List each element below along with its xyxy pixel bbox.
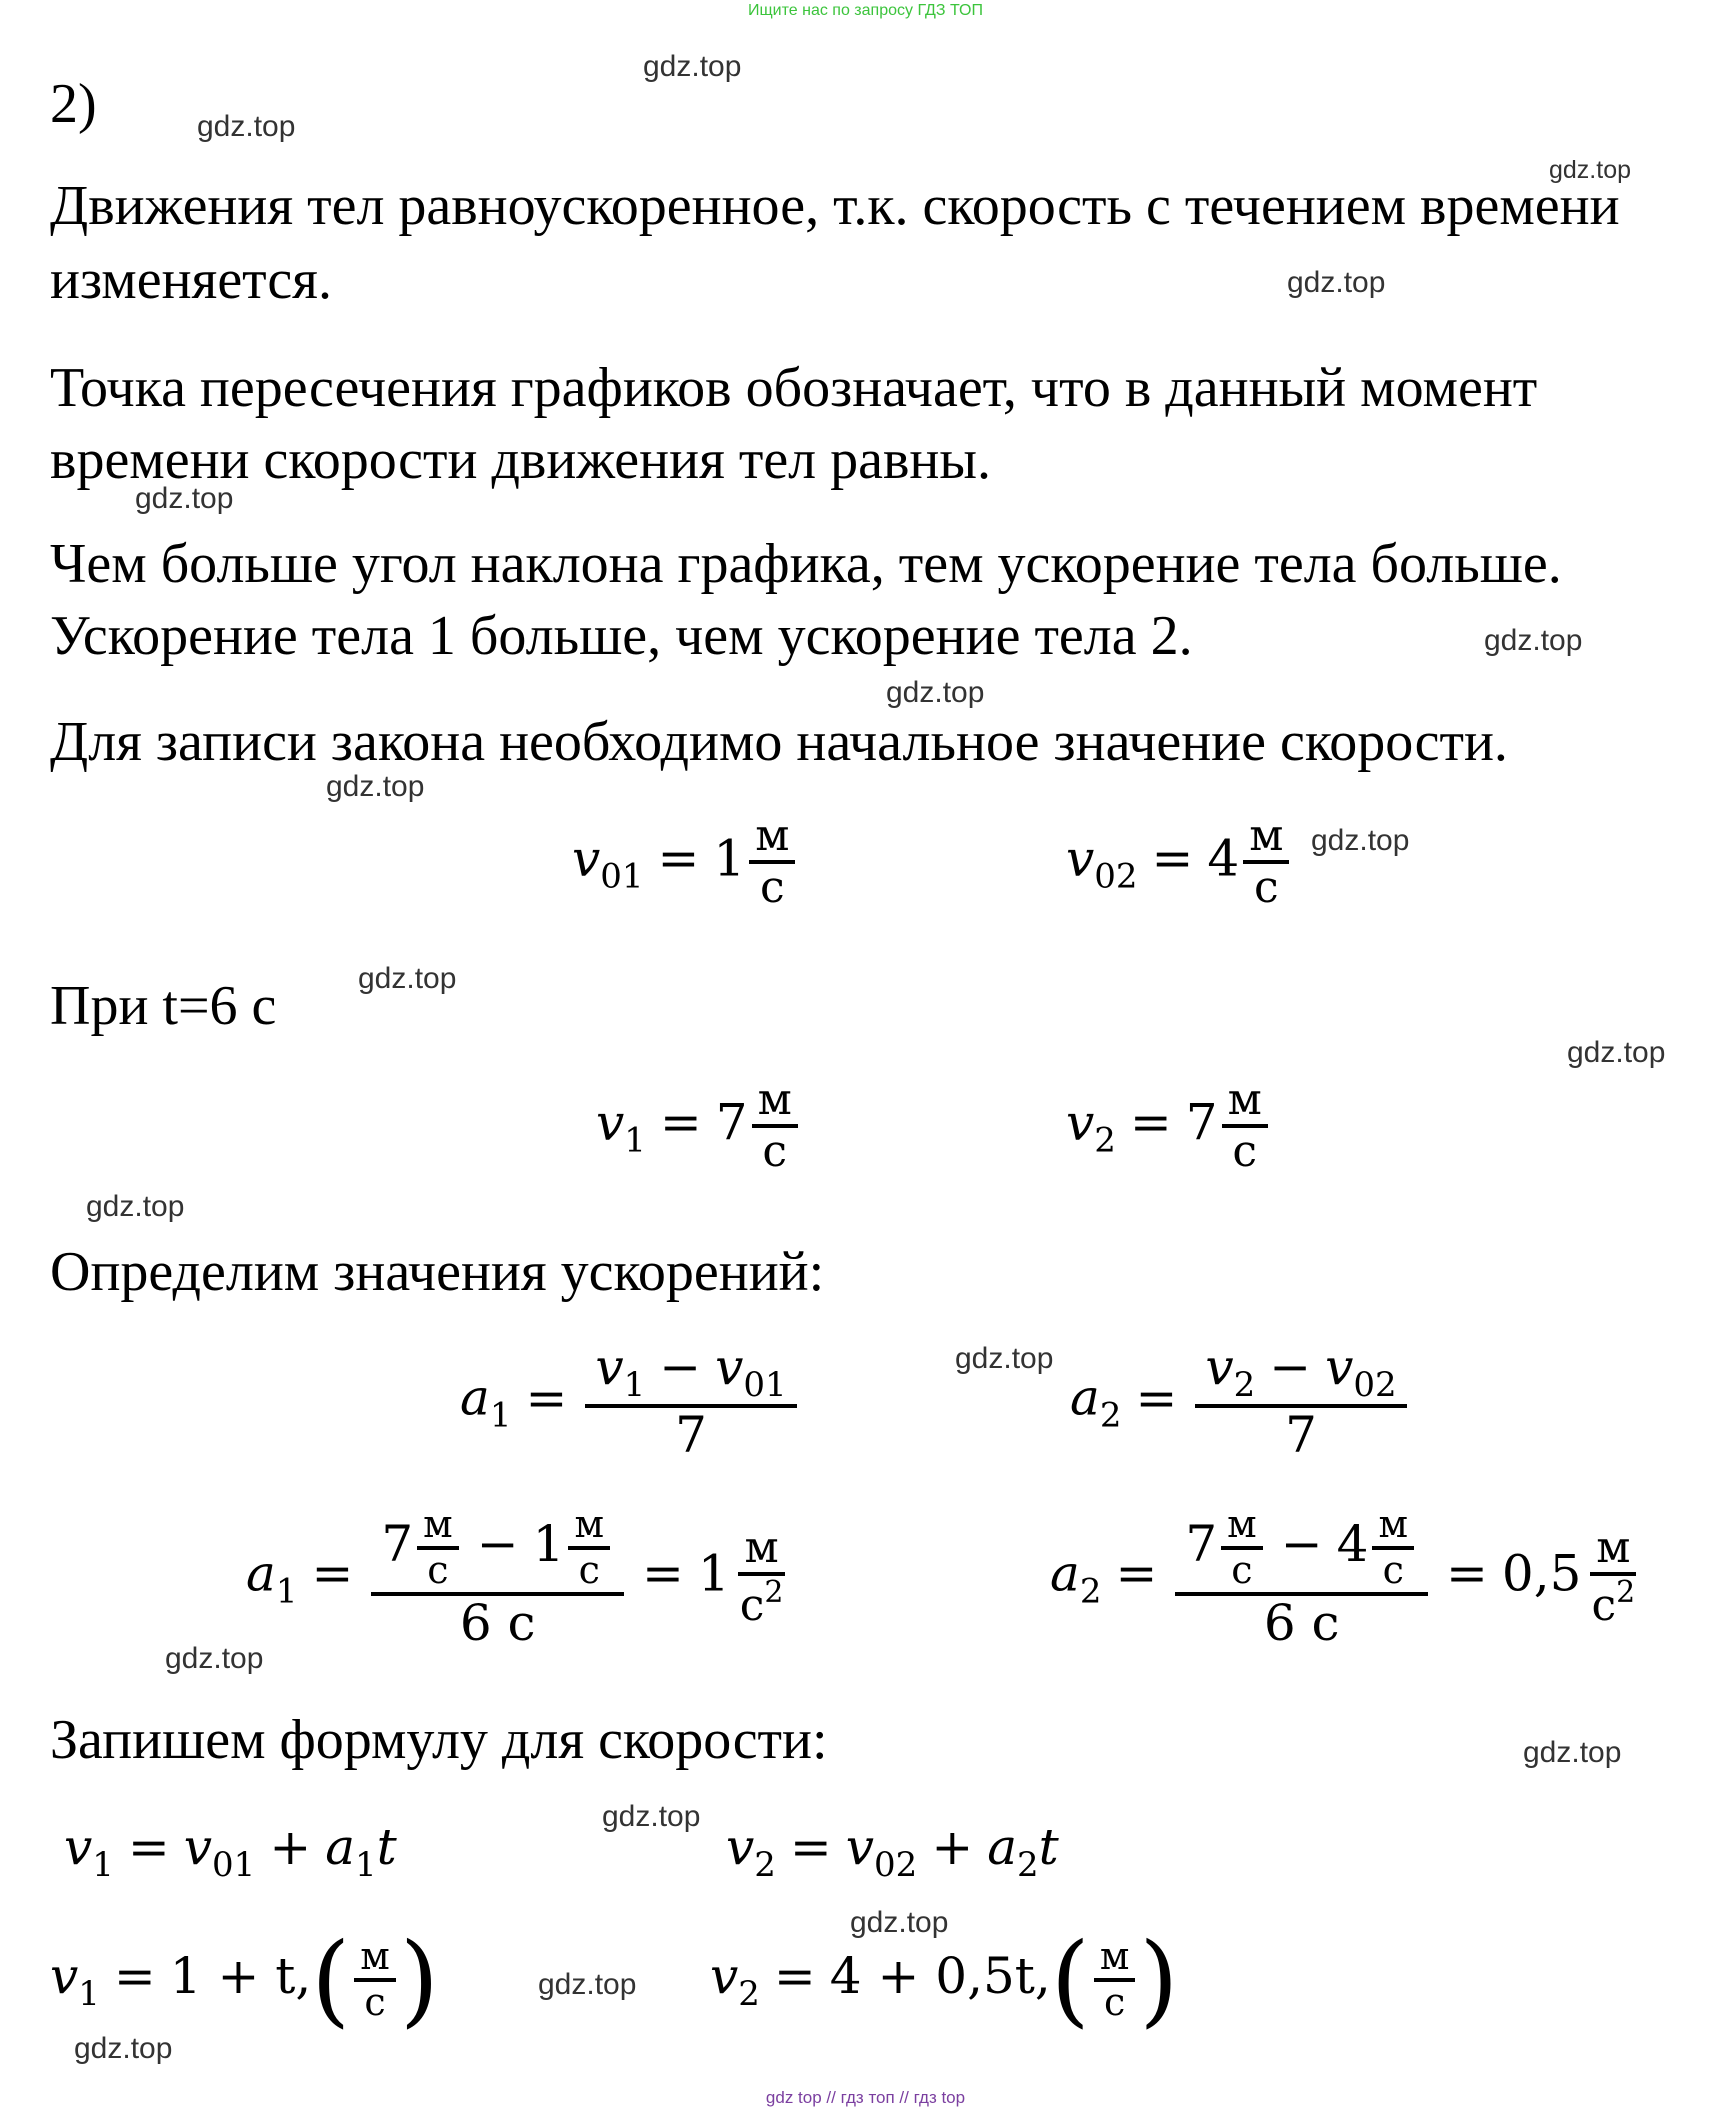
footer-links: gdz top // гдз топ // гдз top bbox=[765, 2088, 966, 2107]
watermark: gdz.top bbox=[1484, 624, 1583, 657]
watermark: gdz.top bbox=[165, 1642, 264, 1675]
paragraph-5: При t=6 с bbox=[50, 975, 277, 1037]
problem-label: 2) bbox=[50, 73, 97, 135]
formula-a2-calculation: $a_2$ = 7 $\frac{м}{с}$ − 4 $\frac{м}{с}$ 6 с = 0,5 $\frac{м}{с^2}$ bbox=[1050, 1502, 1636, 1652]
paragraph-1-line-1: Движения тел равноускоренное, т.к. скорость с течением времени bbox=[50, 175, 1620, 237]
formula-a2-definition: $a_2$ = $\frac{v_2 - v_{02}}{7}$ bbox=[1070, 1340, 1411, 1463]
formula-v2-law: $v_2 = v_{02} + a_2t$ bbox=[726, 1818, 1059, 1885]
watermark: gdz.top bbox=[538, 1968, 637, 2001]
watermark: gdz.top bbox=[643, 50, 742, 83]
paragraph-7: Запишем формулу для скорости: bbox=[50, 1709, 828, 1771]
formula-a1-calculation: $a_1$ = 7 $\frac{м}{с}$ − 1 $\frac{м}{с}$ 6 с = 1 $\frac{м}{с^2}$ bbox=[246, 1502, 784, 1652]
watermark: gdz.top bbox=[135, 482, 234, 515]
watermark: gdz.top bbox=[955, 1342, 1054, 1375]
paragraph-4: Для записи закона необходимо начальное значение скорости. bbox=[50, 711, 1508, 773]
watermark: gdz.top bbox=[886, 676, 985, 709]
paragraph-6: Определим значения ускорений: bbox=[50, 1241, 825, 1303]
watermark: gdz.top bbox=[1523, 1736, 1622, 1769]
formula-v1-law: $v_1 = v_{01} + a_1t$ bbox=[64, 1818, 397, 1885]
paragraph-2-line-1: Точка пересечения графиков обозначает, что в данный момент bbox=[50, 357, 1538, 419]
watermark: gdz.top bbox=[1567, 1036, 1666, 1069]
watermark: gdz.top bbox=[358, 962, 457, 995]
formula-v02: $v_{02} = 4$ $\frac{м}{с}$ bbox=[1066, 812, 1293, 913]
formula-v01: $v_{01} = 1$ $\frac{м}{с}$ bbox=[572, 812, 799, 913]
paragraph-3-line-1: Чем больше угол наклона графика, тем ускорение тела больше. bbox=[50, 533, 1562, 595]
formula-a1-definition: $a_1$ = $\frac{v_1 - v_{01}}{7}$ bbox=[460, 1340, 801, 1463]
watermark: gdz.top bbox=[326, 770, 425, 803]
watermark: gdz.top bbox=[1287, 266, 1386, 299]
watermark: gdz.top bbox=[1549, 156, 1632, 184]
watermark: gdz.top bbox=[850, 1906, 949, 1939]
watermark: gdz.top bbox=[197, 110, 296, 143]
formula-v1-numeric: $v_1 = 1 + t$,( $\frac{м}{с}$ ) bbox=[50, 1921, 439, 2038]
watermark: gdz.top bbox=[74, 2032, 173, 2065]
watermark: gdz.top bbox=[1311, 824, 1410, 857]
formula-v2-numeric: $v_2 = 4 + 0,5t$,( $\frac{м}{с}$ ) bbox=[710, 1921, 1179, 2038]
formula-v2-at-6: $v_2 = 7$ $\frac{м}{с}$ bbox=[1066, 1076, 1272, 1177]
watermark: gdz.top bbox=[86, 1190, 185, 1223]
watermark: gdz.top bbox=[602, 1800, 701, 1833]
formula-v1-at-6: $v_1 = 7$ $\frac{м}{с}$ bbox=[596, 1076, 802, 1177]
paragraph-2-line-2: времени скорости движения тел равны. bbox=[50, 429, 992, 491]
paragraph-3-line-2: Ускорение тела 1 больше, чем ускорение тела 2. bbox=[50, 605, 1193, 667]
paragraph-1-line-2: изменяется. bbox=[50, 249, 332, 311]
search-banner: Ищите нас по запросу ГДЗ ТОП bbox=[748, 2, 983, 19]
